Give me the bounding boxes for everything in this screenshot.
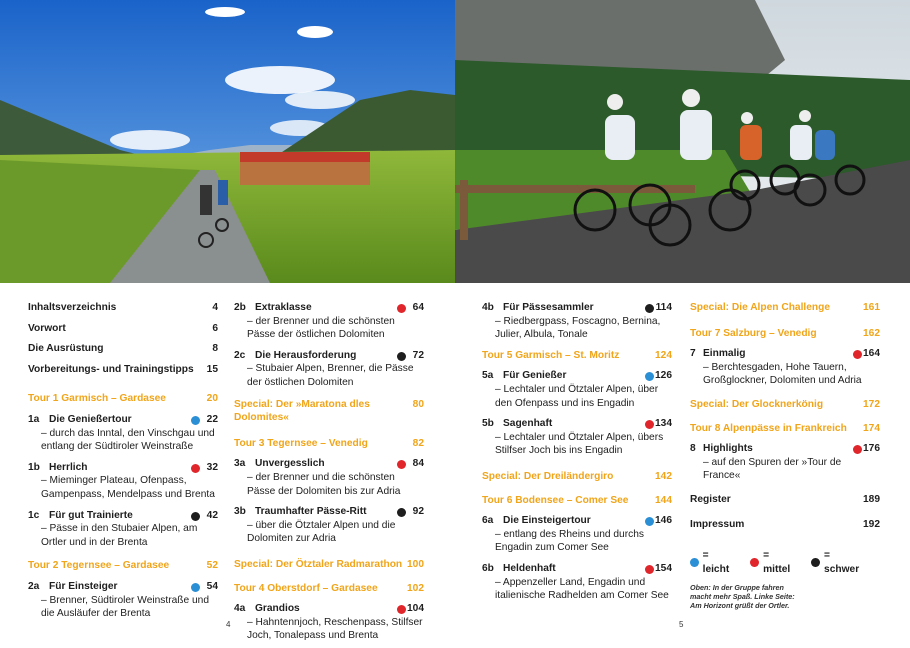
toc-entry[interactable] bbox=[234, 505, 424, 546]
toc-entry-description: – Lechtaler und Ötztaler Alpen, über den Ofenpass und ins Engadin bbox=[495, 383, 659, 409]
road-valley-photo-icon bbox=[0, 0, 455, 283]
toc-entry-title: Special: Der Dreiländergiro bbox=[482, 470, 614, 482]
difficulty-dot-icon bbox=[397, 304, 406, 313]
toc-entry-page: 142 bbox=[655, 470, 672, 482]
cyclists-group-photo-icon bbox=[455, 0, 910, 283]
toc-entry[interactable] bbox=[690, 442, 880, 483]
toc-entry[interactable] bbox=[482, 417, 672, 458]
toc-entry[interactable] bbox=[690, 422, 880, 436]
difficulty-dot-icon bbox=[191, 512, 200, 521]
toc-entry-number: 2c bbox=[234, 349, 246, 361]
toc-entry-title: Die Herausforderung bbox=[255, 349, 357, 361]
toc-entry-title: Special: Der »Maratona dles Dolomites« bbox=[234, 398, 370, 424]
toc-entry[interactable] bbox=[482, 470, 672, 484]
toc-entry-title: Special: Die Alpen Challenge bbox=[690, 302, 831, 313]
left-photo bbox=[0, 0, 455, 283]
toc-entry-page: 82 bbox=[412, 437, 424, 449]
toc-entry-title: Tour 7 Salzburg – Venedig bbox=[690, 327, 817, 339]
toc-entry-description: – Hahntennjoch, Reschenpass, Stilfser Joch, Tonalepass und Brenta bbox=[247, 616, 423, 642]
toc-entry-page: 154 bbox=[655, 562, 672, 574]
toc-entry-number: 4a bbox=[234, 603, 246, 615]
toc-entry-description: – Berchtesgaden, Hohe Tauern, Großglockner, Dolomiten und Adria bbox=[703, 361, 862, 387]
toc-entry-number: 3b bbox=[234, 506, 246, 518]
toc-entry[interactable] bbox=[28, 392, 218, 406]
toc-entry-page: 161 bbox=[863, 302, 880, 313]
toc-entry[interactable] bbox=[28, 580, 218, 621]
toc-entry-description: – entlang des Rheins und durchs Engadin zum Comer See bbox=[495, 528, 644, 554]
toc-entry-page: 176 bbox=[863, 443, 880, 455]
toc-entry-page: 114 bbox=[655, 302, 672, 313]
toc-entry-page: 4 bbox=[212, 302, 218, 313]
toc-entry-title: Extraklasse bbox=[255, 302, 312, 313]
toc-entry-title: Die Einsteigertour bbox=[503, 515, 591, 527]
toc-entry-title: Unvergesslich bbox=[255, 458, 325, 470]
toc-entry-title: Für Genießer bbox=[503, 370, 567, 382]
toc-entry[interactable] bbox=[482, 514, 672, 555]
toc-entry-description: – Pässe in den Stubaier Alpen, am Ortler und in der Brenta bbox=[41, 523, 198, 548]
toc-entry[interactable] bbox=[28, 559, 218, 573]
toc-entry-title: Die Ausrüstung bbox=[28, 343, 104, 355]
toc-entry-title: Tour 2 Tegernsee – Gardasee bbox=[28, 560, 170, 572]
toc-entry-page: 22 bbox=[206, 413, 218, 425]
toc-entry-title: Für Pässesammler bbox=[503, 302, 594, 313]
legend-label: = schwer bbox=[824, 550, 860, 575]
page-number-right: 5 bbox=[679, 620, 684, 629]
toc-entry-title: Inhaltsverzeichnis bbox=[28, 302, 117, 313]
toc-entry-page: 174 bbox=[863, 422, 880, 434]
toc-entry-title: Traumhafter Pässe-Ritt bbox=[255, 506, 367, 518]
toc-entry-title: Einmalig bbox=[703, 348, 746, 360]
toc-entry-number: 1b bbox=[28, 461, 40, 473]
toc-entry[interactable] bbox=[482, 562, 672, 603]
toc-entry-title: Grandios bbox=[255, 603, 300, 615]
toc-entry-description: – Riedbergpass, Foscagno, Bernina, Julier, Albula, Tonale bbox=[495, 315, 661, 341]
toc-entry[interactable] bbox=[234, 558, 424, 572]
toc-entry-description: – Stubaier Alpen, Brenner, die Pässe der östlichen Dolomiten bbox=[247, 363, 414, 388]
toc-entry-title: Register bbox=[690, 493, 731, 505]
toc-entry-title: Tour 8 Alpenpässe in Frankreich bbox=[690, 422, 847, 434]
difficulty-dot-icon bbox=[397, 352, 406, 361]
toc-entry-page: 100 bbox=[407, 558, 424, 570]
toc-entry-page: 6 bbox=[212, 322, 218, 334]
toc-entry-title: Für gut Trainierte bbox=[49, 509, 133, 521]
legend-label: = leicht bbox=[702, 550, 730, 575]
toc-entry-page: 124 bbox=[655, 349, 672, 361]
toc-entry[interactable] bbox=[690, 493, 880, 507]
toc-entry-title: Sagenhaft bbox=[503, 418, 553, 430]
toc-entry[interactable] bbox=[28, 363, 218, 377]
toc-entry-title: Heldenhaft bbox=[503, 562, 556, 574]
toc-entry-page: 102 bbox=[407, 582, 424, 594]
toc-column-1 bbox=[28, 301, 218, 621]
toc-entry[interactable] bbox=[234, 301, 424, 342]
toc-entry-title: Herrlich bbox=[49, 461, 88, 473]
toc-entry-page: 92 bbox=[412, 506, 424, 518]
toc-entry-number: 5b bbox=[482, 418, 494, 430]
toc-entry-title: Tour 6 Bodensee – Comer See bbox=[482, 494, 629, 506]
toc-entry[interactable] bbox=[28, 413, 218, 454]
toc-entry[interactable] bbox=[690, 301, 880, 315]
toc-entry-page: 20 bbox=[206, 393, 218, 405]
toc-entry-page: 172 bbox=[863, 398, 880, 410]
difficulty-dot-icon bbox=[191, 583, 200, 592]
toc-entry[interactable] bbox=[28, 342, 218, 356]
toc-entry-page: 80 bbox=[412, 398, 424, 410]
toc-entry[interactable] bbox=[690, 398, 880, 412]
toc-entry[interactable] bbox=[234, 398, 424, 425]
toc-entry-number: 2b bbox=[234, 302, 246, 313]
toc-entry-description: – durch das Inntal, den Vinschgau und entlang der Südtiroler Weinstraße bbox=[41, 427, 215, 453]
toc-entry[interactable] bbox=[234, 582, 424, 596]
toc-entry-description: – über die Ötztaler Alpen und die Dolomiten zur Adria bbox=[247, 519, 396, 545]
toc-entry-page: 8 bbox=[212, 343, 218, 355]
toc-entry-description: – Appenzeller Land, Engadin und italienische Radhelden am Comer See bbox=[495, 576, 669, 602]
toc-entry-number: 5a bbox=[482, 370, 494, 382]
legend-label: = mittel bbox=[763, 550, 791, 575]
toc-entry-title: Special: Der Glocknerkönig bbox=[690, 398, 824, 410]
toc-entry-page: 134 bbox=[655, 418, 672, 430]
toc-entry-number: 4b bbox=[482, 302, 494, 313]
toc-entry[interactable] bbox=[690, 518, 880, 532]
toc-entry-page: 189 bbox=[863, 493, 880, 505]
toc-entry-number: 1c bbox=[28, 509, 40, 521]
toc-entry-page: 72 bbox=[412, 349, 424, 361]
toc-entry-description: – Brenner, Südtiroler Weinstraße und die Ausläufer der Brenta bbox=[41, 594, 209, 620]
toc-entry-title: Highlights bbox=[703, 443, 753, 455]
toc-entry-number: 6b bbox=[482, 562, 494, 574]
toc-entry[interactable] bbox=[28, 301, 218, 315]
toc-entry-number: 6a bbox=[482, 515, 494, 527]
difficulty-dot-icon bbox=[645, 565, 654, 574]
toc-entry-page: 164 bbox=[863, 348, 880, 360]
toc-entry-title: Tour 3 Tegernsee – Venedig bbox=[234, 437, 368, 449]
difficulty-dot-icon bbox=[645, 304, 654, 313]
toc-entry-title: Tour 4 Oberstdorf – Gardasee bbox=[234, 582, 378, 594]
toc-entry[interactable] bbox=[28, 461, 218, 502]
legend-leicht-dot-icon bbox=[690, 558, 699, 567]
toc-entry-description: – der Brenner und die schönsten Pässe der östlichen Dolomiten bbox=[247, 315, 395, 341]
right-photo bbox=[455, 0, 910, 283]
toc-entry-title: Vorbereitungs- und Trainingstipps bbox=[28, 363, 194, 375]
legend-mittel-dot-icon bbox=[750, 558, 759, 567]
toc-entry-description: – auf den Spuren der »Tour de France« bbox=[703, 456, 842, 482]
toc-entry[interactable] bbox=[234, 457, 424, 498]
toc-entry-title: Tour 1 Garmisch – Gardasee bbox=[28, 393, 166, 405]
toc-entry-page: 42 bbox=[206, 509, 218, 521]
toc-entry-page: 54 bbox=[206, 580, 218, 592]
toc-entry-description: – Mieminger Plateau, Ofenpass, Gampenpass, Mendelpass und Brenta bbox=[41, 475, 215, 500]
toc-entry-number: 8 bbox=[690, 443, 696, 455]
toc-entry[interactable] bbox=[482, 369, 672, 410]
toc-entry[interactable] bbox=[234, 349, 424, 390]
toc-column-3 bbox=[482, 301, 672, 603]
toc-column-4 bbox=[690, 301, 880, 576]
toc-entry-page: 162 bbox=[863, 327, 880, 339]
toc-entry[interactable] bbox=[690, 327, 880, 341]
difficulty-dot-icon bbox=[191, 416, 200, 425]
toc-entry-description: – der Brenner und die schönsten Pässe der Dolomiten bis zur Adria bbox=[247, 471, 401, 497]
toc-entry-title: Impressum bbox=[690, 518, 745, 530]
difficulty-dot-icon bbox=[191, 464, 200, 473]
toc-entry-description: – Lechtaler und Ötztaler Alpen, übers Stilfser Joch bis ins Engadin bbox=[495, 431, 664, 457]
legend-schwer-dot-icon bbox=[811, 558, 820, 567]
toc-entry[interactable] bbox=[28, 509, 218, 550]
toc-column-2 bbox=[234, 301, 424, 643]
toc-entry-page: 32 bbox=[206, 461, 218, 473]
toc-entry-page: 104 bbox=[407, 603, 424, 615]
toc-entry-page: 146 bbox=[655, 515, 672, 527]
toc-entry-title: Für Einsteiger bbox=[49, 580, 118, 592]
toc-entry-number: 2a bbox=[28, 580, 40, 592]
toc-entry-page: 52 bbox=[206, 560, 218, 572]
toc-entry-number: 7 bbox=[690, 348, 696, 360]
toc-entry-page: 15 bbox=[206, 363, 218, 375]
toc-entry-page: 126 bbox=[655, 370, 672, 382]
page-number-left: 4 bbox=[226, 620, 231, 629]
toc-entry[interactable] bbox=[234, 602, 424, 643]
toc-entry[interactable] bbox=[28, 322, 218, 336]
photo-caption: Oben: In der Gruppe fahren macht mehr Spaß. Linke Seite: Am Horizont grüßt der Ortler. bbox=[690, 583, 795, 611]
toc-entry-title: Special: Der Ötztaler Radmarathon bbox=[234, 558, 403, 570]
toc-entry[interactable] bbox=[482, 494, 672, 508]
toc-entry-page: 192 bbox=[863, 518, 880, 530]
toc-entry-title: Tour 5 Garmisch – St. Moritz bbox=[482, 349, 620, 361]
toc-entry-number: 1a bbox=[28, 413, 40, 425]
toc-entry[interactable] bbox=[234, 437, 424, 451]
difficulty-legend bbox=[690, 549, 880, 576]
toc-entry-page: 144 bbox=[655, 494, 672, 506]
toc-entry[interactable] bbox=[482, 349, 672, 363]
toc-entry[interactable] bbox=[482, 301, 672, 342]
toc-entry-title: Die Genießertour bbox=[49, 413, 132, 425]
toc-entry-number: 3a bbox=[234, 458, 246, 470]
toc-entry-page: 64 bbox=[412, 302, 424, 313]
toc-entry[interactable] bbox=[690, 347, 880, 388]
toc-entry-page: 84 bbox=[412, 458, 424, 470]
toc-entry-title: Vorwort bbox=[28, 322, 66, 334]
